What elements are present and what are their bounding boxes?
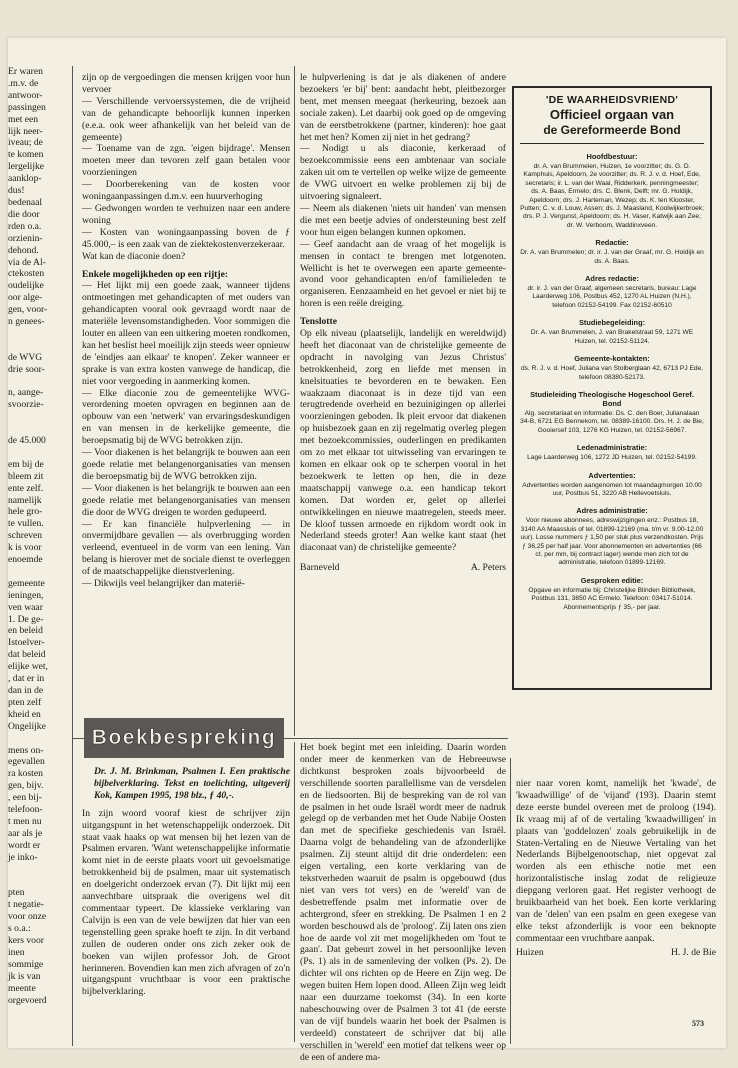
fragment-line: wordt er	[8, 839, 41, 851]
masthead-subtitle: Officieel orgaan van	[549, 107, 675, 122]
fragment-line: pten	[8, 887, 25, 899]
page-number: 573	[692, 1019, 704, 1028]
masthead-section-heading: Ledenadministratie:	[576, 443, 648, 453]
masthead-section	[520, 274, 704, 310]
masthead-section-heading: Adres administratie:	[576, 506, 648, 516]
fragment-line: aanklop-	[8, 173, 42, 185]
fragment-line: hele gro-	[8, 506, 43, 518]
fragment-line: meente	[8, 982, 36, 994]
fragment-line: oudelijke	[8, 280, 44, 292]
column-rule-1	[294, 66, 295, 736]
fragment-line: schreven	[8, 530, 43, 542]
fragment-line: antwoor-	[8, 89, 43, 101]
masthead-section-heading: Gemeente-kontakten:	[574, 354, 650, 364]
left-column-rule	[72, 66, 73, 1046]
fragment-line: passingen	[8, 101, 46, 113]
fragment-line: bleem zit	[8, 470, 44, 482]
review-byline: Dr. J. M. Brinkman, Psalmen I. Een praktische bijbelverklaring. Tekst en toelichting, uitgeverij Kok, Kampen 1995, 198 blz., ƒ 40,-.	[94, 766, 290, 801]
fragment-line: elijke wet,	[8, 661, 48, 673]
masthead-section-heading: Redactie:	[595, 238, 629, 248]
fragment-line: ra kosten	[8, 768, 43, 780]
fragment-line: met een	[8, 113, 39, 125]
masthead-section-heading: Studieleiding Theologische Hogeschool Geref. Bond	[530, 389, 694, 408]
masthead-section-body: Dr. A. van Brummelen; dr. ir. J. van der Graaf, mr. G. Holdijk en ds. A. Baas.	[520, 249, 704, 265]
masthead-section-heading: Advertenties:	[588, 470, 636, 480]
fragment-line: t negatie-	[8, 899, 44, 911]
masthead-section	[520, 506, 704, 567]
review-banner: Boekbespreking	[84, 718, 284, 758]
fragment-line: iveau; de	[8, 137, 43, 149]
masthead-section-heading: Gesproken editie:	[580, 575, 644, 585]
fragment-line	[8, 376, 60, 388]
fragment-line: dat beleid	[8, 649, 46, 661]
fragment-line	[8, 566, 60, 578]
masthead-section	[520, 443, 704, 462]
article-column-2: le hulpverlening is dat je als diakenen of andere bezoekers 'er bij' bent: aandacht hebt, pleitbezorger bent, met mensen meegaat (herkeuring, bezoek aan sociale zaken). Let daarbij ook goed op de omgeving van de eerstbetrokkene (partner, kinderen): hoe gaat het met hen? Komen zij niet in het gedrang? — Nodigt u als diaconie, kerkeraad of bezoekcommissie eens een ambtenaar van sociale zaken uit om te vertellen op welke wijze de gemeente de VWG uitvoert en welke problemen zij bij de uitvoering signaleert. — Neem als diakenen 'niets uit handen' van mensen die met een beetje advies of ondersteuning best zelf voor hun eigen belangen kunnen opkomen. — Geef aandacht aan de vraag of het mogelijk is mensen in contact te brengen met lotgenoten. Wellicht is het te overwegen een aparte gemeente-avond voor gehandicapten en/of familieleden te organiseren. Eenzaamheid en het gevoel er niet bij te horen is een reële dreiging. Tenslotte Op elk niveau (plaatselijk, landelijk en wereldwijd) heeft het diaconaat van de christelijke gemeente de opdracht in navolging van Jezus Christus' betrokkenheid, zorg en liefde met mensen in knelsituaties te bevorderen en te bewaken. Een waakzaam diaconaat is in deze tijd van een terugtredende overheid en bezuinigingen op allerlei voorzieningen geboden. Ik pleit ervoor dat diakenen op huisbezoek gaan en zij regelmatig overleg plegen met bezoekcommissies, ouderlingen en predikanten om zo met elkaar tot uitwisseling van ervaringen te komen en elkaar ook op te scherpen vooral in het bezoekwerk te letten op hen, die in deze maatschappij vanwege o.a. een handicap tekort komen. Dat worden er, gelet op allerlei ontwikkelingen en nieuwe maatregelen, steeds meer. De kloof tussen armoede en rijkdom wordt ook in Nederland steeds groter! Aan welke kant staat (het diaconaat van) de christelijke gemeente? Barneveld A. Peters	[300, 72, 506, 574]
fragment-line: en beleid	[8, 625, 43, 637]
review-column-1: Dr. J. M. Brinkman, Psalmen I. Een praktische bijbelverklaring. Tekst en toelichting, uitgeverij Kok, Kampen 1995, 198 blz., ƒ 40,-. In zijn woord vooraf kiest de schrijver zijn uitgangspunt in het wetenschappelijk onderzoek. Dit staat vaak haaks op wat mensen bij het lezen van de Psalmen ervaren. 'Want wetenschappelijke informatie komt niet in de eerste plaats voort uit gevoelsmatige betrokkenheid bij de psalmen, maar uit systematisch en doelgericht onderzoek ervan (7). Dit lijkt mij een aanvechtbare uitspraak die overigens wel dit commentaar typeert. De klassieke verklaring van Calvijn is een van de vele bewijzen dat hier van een tegenstelling geen sprake hoeft te zijn. In dit verband zullen de ouderen onder ons zich zeker ook de boeken van wijlen professor Joh. de Groot herinneren. Bovendien kan men zich afvragen of zo'n uitgangspunt vruchtbaar is voor een praktische bijbelverklaring.	[82, 766, 290, 998]
fragment-line: dehond.	[8, 244, 39, 256]
masthead-section-body: Dr. A. van Brummelen, J. van Brakelstraat 59, 1271 WE Huizen, tel. 02152-51124.	[530, 329, 694, 345]
fragment-line: kers voor	[8, 935, 44, 946]
fragment-line: lergelijke	[8, 161, 45, 173]
fragment-line: .m.v. de	[8, 77, 39, 89]
fragment-line: via de Al-	[8, 256, 46, 268]
fragment-line	[8, 411, 60, 423]
review-rule-2	[510, 758, 511, 1044]
masthead-section	[520, 390, 704, 435]
magazine-page	[8, 38, 726, 1063]
fragment-line: ieningen,	[8, 589, 44, 601]
fragment-line: te vullen.	[8, 518, 44, 530]
fragment-line: mens on-	[8, 744, 44, 756]
section-heading-tenslotte: Tenslotte	[300, 316, 337, 328]
fragment-line: ente zelf.	[8, 482, 44, 494]
fragment-line	[8, 733, 60, 745]
fragment-line: 1. De ge-	[8, 613, 44, 625]
fragment-line: drie soor-	[8, 363, 45, 375]
masthead-section	[520, 471, 704, 499]
fragment-line: de 45.000	[8, 435, 46, 447]
fragment-line	[8, 423, 60, 435]
masthead-section-heading: Studiebegeleiding:	[578, 318, 646, 328]
fragment-line: aar als je	[8, 827, 43, 839]
fragment-line: dus!	[8, 185, 25, 197]
fragment-line: orzienin-	[8, 232, 43, 244]
masthead-section	[520, 152, 704, 230]
fragment-line	[8, 875, 60, 887]
fragment-line: bedenaal	[8, 196, 43, 208]
review-signature: Huizen H. J. de Bie	[516, 946, 716, 958]
fragment-line: dan in de	[8, 685, 44, 697]
masthead-subtitle-2: de Gereformeerde Bond	[543, 123, 681, 137]
fragment-line: gemeente	[8, 577, 45, 589]
fragment-line: Istoelver-	[8, 637, 45, 649]
fragment-line: jk is van	[8, 970, 41, 982]
fragment-line: ven waar	[8, 601, 43, 613]
review-column-3: nier naar voren komt, namelijk het 'kwade', de 'kwaadwillige' of de 'vijand' (193). Daarin stemt deze eerste bundel overeen met de proloog (194). Ik vraag mij af of de vertaling 'kwaadwilligen' in plaats van 'goddelozen' zoals gebruikelijk in de Staten-Vertaling en de Nieuwe Vertaling van het Nederlands Bijbelgenootschap, niet opgevat zal worden als een ethische notie met een horizontalistische inslag zodat de religieuze diepgang verloren gaat. Het register verhoogt de bruikbaarheid van het boek. Een korte verklaring van de 'delen' van een psalm en geen exegese van elke tekst afzonderlijk is voor een beknopte commentaar een vruchtbare aanpak. Huizen H. J. de Bie	[516, 778, 716, 958]
fragment-line: svoorzie-	[8, 399, 44, 411]
review-rule-1	[294, 742, 295, 1042]
masthead-section	[520, 318, 704, 346]
fragment-line: gen, voor-	[8, 304, 48, 316]
fragment-line: die door	[8, 208, 40, 220]
review-column-2: Het boek begint met een inleiding. Daarin worden onder meer de kenmerken van de Hebreeuwse dichtkunst besproken zoals bijvoorbeeld de verschillende soorten parallellisme van de versdelen en de liedsoorten. Bij de bespreking van de rol van de psalmen in het oude Israël wordt meer de nadruk gelegd op de verbanden met het Oude Nabije Oosten dan met de specifieke geschiedenis van Israël. Daarna volgt de behandeling van de afzonderlijke psalmen. Zij steunt altijd dit drie onderdelen: een eigen vertaling, een korte verklaring van de tekstverheden waaruit de psalm is opgebouwd (dus niet van vers tot vers) en de 'wereld' van de desbetreffende psalm met informatie over de achtergrond, sfeer en strekking. De Psalmen 1 en 2 worden beschouwd als de 'proloog'. Zij laten ons zien hoe de aarde vol zit met mogelijkheden om 'fout te gaan'. Dat gebeurt zowel in het persoonlijke leven (Ps. 1) als in de samenleving der volken (Ps. 2). De dichter wil ons richten op de Heere en Zijn weg. De wegen buiten Hem lopen dood. Alleen Zijn weg leidt naar een duurzame toekomst (34). In een korte nabeschouwing over de Psalmen 3 tot 41 (de eerste van de vijf bundels waarin het boek der Psalmen is verdeeld) constateert de schrijver dat bij alle verschillen in 'wereld' een motief dat telkens weer op de een of andere ma-	[300, 742, 506, 1063]
article-signature: Barneveld A. Peters	[300, 562, 506, 574]
fragment-line: orgevoerd	[8, 994, 47, 1006]
fragment-line	[8, 340, 60, 352]
fragment-line: ctekosten	[8, 268, 45, 280]
masthead-section-body: Opgave en informatie bij: Christelijke Blinden Bibliotheek, Postbus 131, 3850 AC Ermelo. Telefoon: 03417-51014. Abonnementsprijs ƒ 35,- per jaar.	[528, 586, 696, 611]
fragment-line: em bij de	[8, 458, 44, 470]
fragment-line: namelijk	[8, 494, 42, 506]
fragment-line: telefoon-	[8, 804, 43, 816]
masthead-section-body: ds. R. J. v. d. Hoef, Juliana van Stolberglaan 42, 6713 PJ Ede, telefoon 08380-52173.	[520, 365, 704, 381]
fragment-line: de WVG	[8, 351, 43, 363]
masthead-section-body: dr. A. van Brummelen, Huizen, 1e voorzitter; ds. G. D. Kamphuis, Apeldoorn, 2e voorzitter; ds. R. J. v. d. Hoef, Ede, secretaris; ir. L. van der Waal, Ridderkerk, penningmeester; ds. A. Baas, Ermelo; drs. C. Blenk, Delft; mr. G. Holdijk, Apeldoorn; drs. J. Harteman, Wezep; ds. K. ten Klooster, Putten; C. v. d. Louw, Assen; ds. J. Maasland, Koolwijkerbroek; drs. P. J. Vergunst, Apeldoorn; ds. H. Vaser, Katwijk aan Zee; dr. W. Verboom, Waddinxveen.	[520, 163, 704, 229]
fragment-line: oor alge-	[8, 292, 43, 304]
masthead-section-body: Alg. secretariaat en informatie: Ds. C. den Boer, Julianalaan 34-B, 6721 EG Bennekom, tel. 08389-16100. Drs. H. J. de Bie, Gooiersef 103, 1276 KG Huizen, tel. 02152-56967.	[520, 409, 704, 434]
fragment-line: s o.a.:	[8, 923, 31, 935]
fragment-line: inen	[8, 946, 25, 958]
fragment-line: , een bij-	[8, 792, 42, 804]
masthead-box	[512, 86, 712, 690]
fragment-line: t men nu	[8, 815, 42, 827]
masthead-section-body: Advertenties worden aangenomen tot maandagmorgen 10.00 uur, Postbus 51, 3220 AB Hellevoetsluis.	[522, 481, 702, 497]
fragment-line: gen, bijv.	[8, 780, 44, 792]
fragment-line: kheid en	[8, 708, 41, 720]
fragment-line: je inko-	[8, 851, 38, 863]
fragment-line	[8, 864, 60, 876]
article-column-1: zijn op de vergoedingen die mensen krijgen voor hun vervoer — Verschillende vervoerssystemen, die de vrijheid van de gehandicapte behoorlijk kunnen inperken (e.e.a. ook weer afhankelijk van het beleid van de gemeente) — Toename van de zgn. 'eigen bijdrage'. Mensen moeten meer dan tevoren zelf gaan betalen voor voorzieningen — Doorberekening van de kosten voor woningaanpassingen d.m.v. een huurverhoging — Gedwongen worden te verhuizen naar een andere woning — Kosten van woningaanpassing boven de ƒ 45.000,– is een zaak van de ziektekostenverzekeraar. Wat kan de diaconie doen? Enkele mogelijkheden op een rijtje: — Het lijkt mij een goede zaak, wanneer tijdens ontmoetingen met gehandicapten of met ouders van gehandicapten vooral ook gevraagd wordt naar de materiële levensomstandigheden. Voor sommigen die louter en alleen van een uitkering moeten rondkomen, kan het beslist heel moeilijk zijn steeds weer opnieuw de 'eindjes aan elkaar' te knopen'. Zeker wanneer er sprake is van extra kosten vanwege de handicap, die niet voor vergoeding in aanmerking komen. — Elke diaconie zou de gemeentelijke WVG-verordening moeten opvragen en beginnen aan de opbouw van een 'netwerk' van ervaringsdeskundigen en van mensen in de kerkelijke gemeente, die beroepsmatig bij de WVG betrokken zijn. — Voor diakenen is het belangrijk te bouwen aan een goede relatie met belangenorganisaties van mensen die beroepsmatig bij de WVG betrokken zijn. — Voor diakenen is het belangrijk te bouwen aan een goede relatie met belangenorganisaties van mensen die door de WVG dreigen te worden gedupeerd. — Er kan financiële hulpverlening — in onvermijdbare gevallen — als overbrugging worden verleend, eventueel in de vorm van een lening. Van belang is hierover met de sociale dienst te overleggen of de maatschappelijke dienstverlening. — Dikwijls veel belangrijker dan materië-	[82, 72, 290, 590]
masthead-section	[520, 238, 704, 266]
masthead-section-heading: Adres redactie:	[585, 274, 639, 284]
fragment-line: pten zelf	[8, 696, 42, 708]
masthead-section-body: Voor nieuwe abonnees, adreswijzigingen enz.: Postbus 18, 3140 AA Maassluis of tel. 01899-12169 (ma. t/m vr. 9.00-12.00 uur). Losse nummers ƒ 1,50 per stuk plus verzendkosten. Prijs ƒ 36,25 per half jaar. Voor abonnementen en advertenties (66 ct. per mm, bij contract lager) wende men zich tot de administratie, telefoon 01899-12169.	[520, 517, 704, 567]
fragment-line: te komen	[8, 149, 44, 161]
fragment-line: Ongelijke	[8, 720, 46, 732]
fragment-line: rden o.a.	[8, 220, 42, 232]
fragment-line: Er waren	[8, 66, 43, 77]
fragment-line	[8, 328, 60, 340]
fragment-line: k is voor	[8, 542, 42, 554]
fragment-line: , dat er in	[8, 673, 45, 685]
masthead-section	[520, 354, 704, 382]
masthead-section-body: Lage Laarderweg 106, 1272 JD Huizen, tel. 02152-54199.	[527, 454, 697, 462]
fragment-line: n genees-	[8, 316, 45, 328]
left-margin-fragments	[8, 66, 60, 1006]
fragment-line: voor onze	[8, 911, 47, 923]
masthead-section-heading: Hoofdbestuur:	[586, 152, 638, 161]
section-heading-mogelijkheden: Enkele mogelijkheden op een rijtje:	[82, 268, 229, 280]
masthead-section	[520, 576, 704, 612]
fragment-line: egevallen	[8, 756, 45, 768]
masthead-title: 'DE WAARHEIDSVRIEND'	[545, 94, 679, 106]
fragment-line	[8, 447, 60, 459]
fragment-line: lijk neer-	[8, 125, 43, 137]
fragment-line: sommige	[8, 958, 44, 970]
fragment-line: n, aange-	[8, 387, 44, 399]
fragment-line: enoemde	[8, 554, 43, 566]
masthead-section-body: dr. ir. J. van der Graaf, algemeen secretaris, bureau: Lage Laarderweg 106, Postbus 452, 1270 AL Huizen (N.H.), telefoon 02152-54199. Fax 02152-60510	[527, 285, 697, 309]
